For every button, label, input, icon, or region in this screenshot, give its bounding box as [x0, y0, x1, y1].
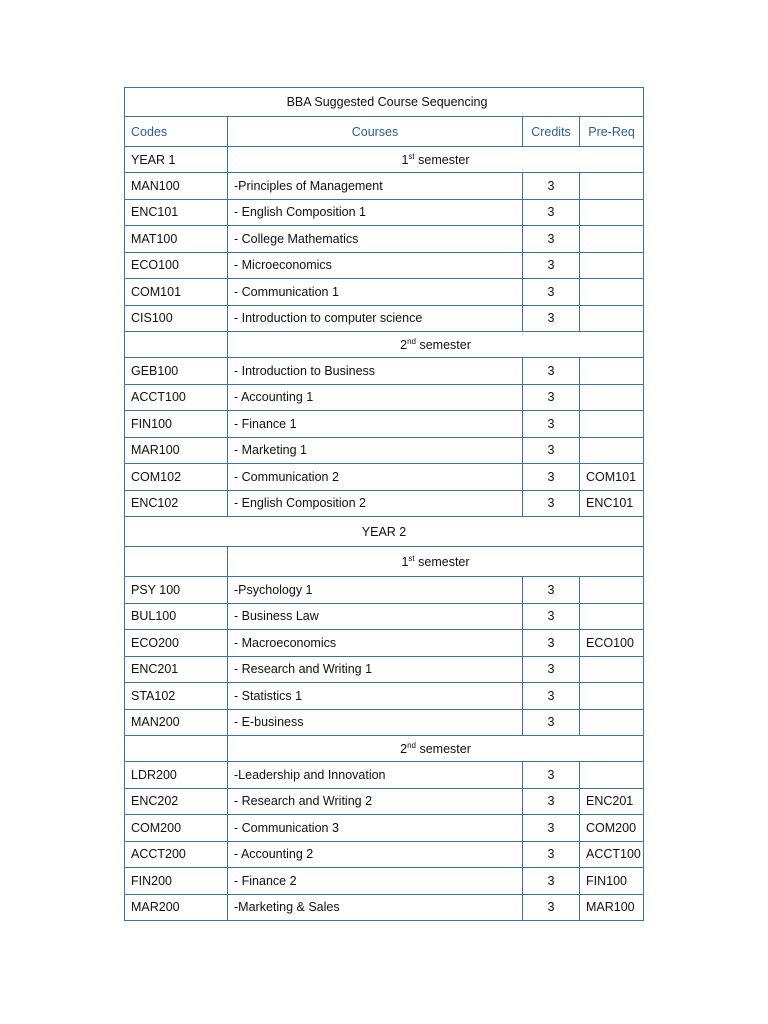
- course-prereq: [580, 305, 644, 332]
- course-credits: 3: [523, 603, 580, 630]
- course-code: MAN200: [125, 709, 228, 736]
- course-row: [125, 868, 644, 895]
- course-row: [125, 894, 644, 921]
- course-name: - Communication 3: [228, 815, 523, 842]
- course-row: [125, 358, 644, 385]
- course-credits: 3: [523, 173, 580, 200]
- course-credits: 3: [523, 226, 580, 253]
- course-credits: 3: [523, 868, 580, 895]
- course-prereq: ENC101: [580, 490, 644, 517]
- year-row: [125, 517, 644, 547]
- course-prereq: [580, 683, 644, 710]
- semester-ordinal-suffix: st: [408, 553, 415, 563]
- header-courses: Courses: [228, 117, 523, 147]
- course-code: FIN100: [125, 411, 228, 438]
- semester-number: 1: [401, 152, 409, 167]
- semester-label: [228, 147, 644, 173]
- course-code: MAT100: [125, 226, 228, 253]
- course-name: - Communication 2: [228, 464, 523, 491]
- course-prereq: ECO100: [580, 630, 644, 657]
- course-name: - Research and Writing 2: [228, 788, 523, 815]
- course-row: [125, 411, 644, 438]
- course-code: MAR100: [125, 437, 228, 464]
- course-name: - Research and Writing 1: [228, 656, 523, 683]
- semester-word: semester: [416, 741, 471, 756]
- course-prereq: [580, 358, 644, 385]
- course-credits: 3: [523, 841, 580, 868]
- semester-number: 1: [401, 554, 409, 569]
- semester-label: [228, 736, 644, 762]
- semester-row: [125, 147, 644, 173]
- semester-row: [125, 332, 644, 358]
- course-name: -Psychology 1: [228, 577, 523, 604]
- course-code: ACCT100: [125, 384, 228, 411]
- course-prereq: [580, 437, 644, 464]
- course-row: [125, 709, 644, 736]
- semester-ordinal-suffix: nd: [407, 740, 416, 750]
- course-row: [125, 603, 644, 630]
- course-row: [125, 384, 644, 411]
- course-code: ENC202: [125, 788, 228, 815]
- course-name: - Marketing 1: [228, 437, 523, 464]
- course-sequence-document: [124, 87, 643, 921]
- semester-number: 2: [400, 741, 408, 756]
- course-code: FIN200: [125, 868, 228, 895]
- course-code: ACCT200: [125, 841, 228, 868]
- course-name: - Finance 1: [228, 411, 523, 438]
- course-credits: 3: [523, 358, 580, 385]
- course-code: GEB100: [125, 358, 228, 385]
- semester-label: [228, 547, 644, 577]
- course-name: - Introduction to computer science: [228, 305, 523, 332]
- course-row: [125, 199, 644, 226]
- course-credits: 3: [523, 683, 580, 710]
- course-name: - Accounting 1: [228, 384, 523, 411]
- course-name: -Principles of Management: [228, 173, 523, 200]
- course-prereq: [580, 279, 644, 306]
- course-code: PSY 100: [125, 577, 228, 604]
- semester-ordinal-suffix: st: [408, 151, 415, 161]
- course-row: [125, 173, 644, 200]
- course-code: MAN100: [125, 173, 228, 200]
- year-label: [125, 547, 228, 577]
- course-code: BUL100: [125, 603, 228, 630]
- course-name: - Macroeconomics: [228, 630, 523, 657]
- course-name: - E-business: [228, 709, 523, 736]
- course-code: COM200: [125, 815, 228, 842]
- course-row: [125, 464, 644, 491]
- course-credits: 3: [523, 411, 580, 438]
- course-prereq: ENC201: [580, 788, 644, 815]
- course-name: - English Composition 1: [228, 199, 523, 226]
- course-name: - Communication 1: [228, 279, 523, 306]
- course-credits: 3: [523, 788, 580, 815]
- course-code: STA102: [125, 683, 228, 710]
- course-code: ENC102: [125, 490, 228, 517]
- course-prereq: [580, 603, 644, 630]
- course-name: - Accounting 2: [228, 841, 523, 868]
- semester-row: [125, 547, 644, 577]
- table-title: BBA Suggested Course Sequencing: [125, 88, 644, 117]
- course-row: [125, 437, 644, 464]
- course-code: ENC201: [125, 656, 228, 683]
- course-row: [125, 841, 644, 868]
- course-credits: 3: [523, 762, 580, 789]
- course-name: - College Mathematics: [228, 226, 523, 253]
- course-credits: 3: [523, 490, 580, 517]
- course-credits: 3: [523, 199, 580, 226]
- semester-row: [125, 736, 644, 762]
- course-credits: 3: [523, 577, 580, 604]
- course-code: CIS100: [125, 305, 228, 332]
- course-credits: 3: [523, 384, 580, 411]
- year-label: YEAR 2: [125, 517, 644, 547]
- course-prereq: ACCT100: [580, 841, 644, 868]
- course-row: [125, 788, 644, 815]
- course-prereq: [580, 411, 644, 438]
- course-credits: 3: [523, 279, 580, 306]
- course-sequence-table: [124, 87, 644, 921]
- year-label: [125, 736, 228, 762]
- course-prereq: [580, 656, 644, 683]
- course-prereq: [580, 173, 644, 200]
- course-prereq: [580, 709, 644, 736]
- course-row: [125, 815, 644, 842]
- course-row: [125, 305, 644, 332]
- semester-number: 2: [400, 337, 408, 352]
- course-name: - Microeconomics: [228, 252, 523, 279]
- course-prereq: MAR100: [580, 894, 644, 921]
- course-code: LDR200: [125, 762, 228, 789]
- course-prereq: COM101: [580, 464, 644, 491]
- header-codes: Codes: [125, 117, 228, 147]
- semester-word: semester: [416, 337, 471, 352]
- course-name: -Leadership and Innovation: [228, 762, 523, 789]
- course-row: [125, 490, 644, 517]
- course-credits: 3: [523, 630, 580, 657]
- course-prereq: [580, 199, 644, 226]
- course-code: ECO200: [125, 630, 228, 657]
- course-credits: 3: [523, 656, 580, 683]
- header-credits: Credits: [523, 117, 580, 147]
- course-credits: 3: [523, 305, 580, 332]
- course-prereq: [580, 252, 644, 279]
- course-name: - Business Law: [228, 603, 523, 630]
- semester-word: semester: [414, 554, 470, 569]
- course-prereq: [580, 577, 644, 604]
- table-body: [125, 88, 644, 921]
- course-row: [125, 762, 644, 789]
- course-credits: 3: [523, 464, 580, 491]
- course-code: ENC101: [125, 199, 228, 226]
- course-code: COM102: [125, 464, 228, 491]
- year-label: YEAR 1: [125, 147, 228, 173]
- course-row: [125, 630, 644, 657]
- course-prereq: [580, 384, 644, 411]
- course-credits: 3: [523, 894, 580, 921]
- course-credits: 3: [523, 437, 580, 464]
- header-prereq: Pre-Req: [580, 117, 644, 147]
- semester-label: [228, 332, 644, 358]
- course-row: [125, 279, 644, 306]
- course-code: ECO100: [125, 252, 228, 279]
- course-credits: 3: [523, 252, 580, 279]
- course-name: - Introduction to Business: [228, 358, 523, 385]
- title-row: [125, 88, 644, 117]
- course-prereq: [580, 226, 644, 253]
- course-name: -Marketing & Sales: [228, 894, 523, 921]
- course-row: [125, 252, 644, 279]
- course-row: [125, 656, 644, 683]
- course-credits: 3: [523, 709, 580, 736]
- course-prereq: COM200: [580, 815, 644, 842]
- course-code: MAR200: [125, 894, 228, 921]
- course-row: [125, 226, 644, 253]
- course-name: - Finance 2: [228, 868, 523, 895]
- course-name: - Statistics 1: [228, 683, 523, 710]
- course-row: [125, 683, 644, 710]
- semester-ordinal-suffix: nd: [407, 336, 416, 346]
- course-name: - English Composition 2: [228, 490, 523, 517]
- year-label: [125, 332, 228, 358]
- semester-word: semester: [414, 152, 470, 167]
- course-prereq: FIN100: [580, 868, 644, 895]
- course-row: [125, 577, 644, 604]
- course-credits: 3: [523, 815, 580, 842]
- header-row: [125, 117, 644, 147]
- course-code: COM101: [125, 279, 228, 306]
- course-prereq: [580, 762, 644, 789]
